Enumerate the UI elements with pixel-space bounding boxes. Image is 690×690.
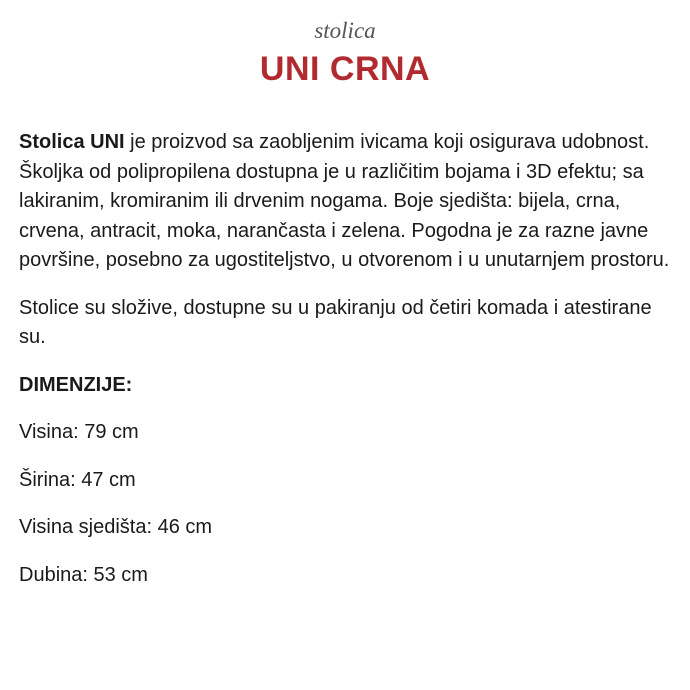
product-header bbox=[0, 14, 690, 90]
description-lead-text: je proizvod sa zaobljenim ivicama koji osigurava udobnost. Školjka od polipropilena dostupna je u različitim bojama i 3D efektu; sa lakiranim, kromiranim ili drvenim nogama. Boje sjedišta: bijela, crna, crvena, antracit, moka, narančasta i zelena. Pogodna je za razne javne površine, posebno za ugostiteljstvo, u otvorenom i u unutarnjem prostoru. bbox=[19, 131, 670, 271]
dimension-width: Širina: 47 cm bbox=[19, 468, 136, 491]
dimension-height: Visina: 79 cm bbox=[19, 421, 139, 443]
dimensions-heading: DIMENZIJE: bbox=[19, 373, 133, 396]
product-category: stolica bbox=[314, 18, 376, 43]
product-description bbox=[19, 128, 679, 608]
dimension-depth: Dubina: 53 cm bbox=[19, 563, 148, 586]
description-paragraph bbox=[19, 128, 679, 276]
description-lead-bold: Stolica UNI bbox=[19, 131, 125, 153]
product-title: UNI CRNA bbox=[259, 50, 431, 88]
description-second-paragraph: Stolice su složive, dostupne su u pakiranju od četiri komada i atestirane su. bbox=[19, 296, 652, 348]
dimension-seat-height: Visina sjedišta: 46 cm bbox=[19, 516, 213, 538]
